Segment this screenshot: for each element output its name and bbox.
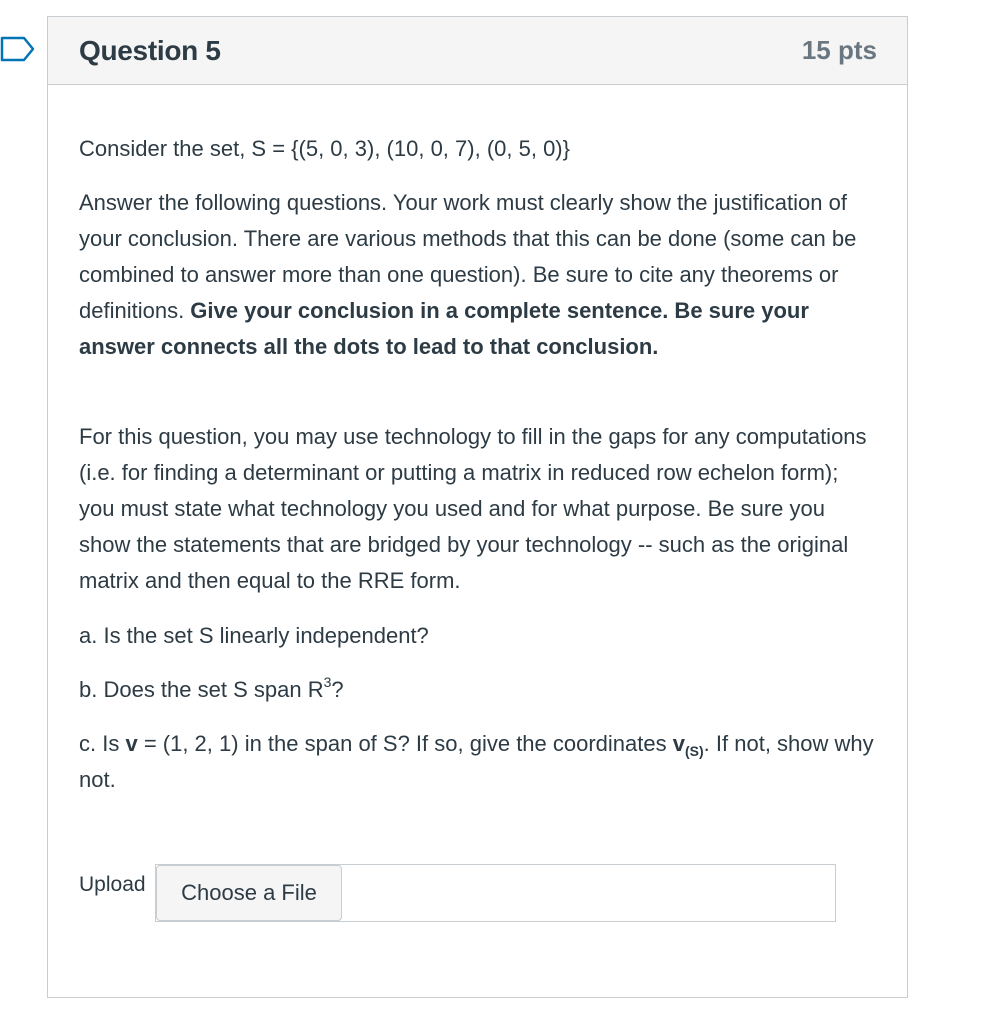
question-a: a. Is the set S linearly independent? bbox=[79, 623, 429, 648]
question-c-part2: = (1, 2, 1) in the span of S? If so, give the coordinates bbox=[137, 731, 673, 756]
question-title: Question 5 bbox=[79, 34, 221, 66]
question-b-end: ? bbox=[331, 677, 344, 702]
set-definition: Consider the set, S = {(5, 0, 3), (10, 0, 7), (0, 5, 0)} bbox=[79, 136, 570, 161]
instructions-bold: Give your conclusion in a complete sentence. Be sure your answer connects all the dots to lead to that conclusion. bbox=[79, 298, 809, 359]
flag-question-icon[interactable] bbox=[0, 36, 36, 62]
choose-file-button[interactable]: Choose a File bbox=[156, 865, 342, 921]
instructions-text: Answer the following questions. Your work must clearly show the justification of your conclusion. There are various methods that this can be done (some can be combined to answer more than one question). Be sure to cite any theorems or definitions. bbox=[79, 190, 857, 323]
file-upload-field[interactable] bbox=[155, 864, 836, 922]
question-c-part1: c. Is bbox=[79, 731, 126, 756]
vector-v: v bbox=[125, 731, 138, 756]
technology-paragraph: For this question, you may use technology to fill in the gaps for any computations (i.e. for finding a determinant or putting a matrix in reduced row echelon form); you must state what technology you used and for what purpose. Be sure you show the statements that are bridged by your technology -- such as the original matrix and then equal to the RRE form. bbox=[79, 424, 867, 593]
upload-label: Upload bbox=[79, 873, 146, 896]
question-points: 15 pts bbox=[801, 35, 877, 65]
question-b bbox=[79, 672, 879, 708]
question-c-part3: . If not, show why not. bbox=[79, 731, 874, 792]
coords-subscript: (S) bbox=[685, 743, 704, 759]
question-header bbox=[48, 17, 907, 85]
instructions-paragraph bbox=[79, 185, 879, 365]
vector-v-coords: v bbox=[672, 731, 685, 756]
question-b-superscript: 3 bbox=[323, 674, 332, 690]
question-c bbox=[79, 726, 879, 798]
question-card bbox=[47, 16, 908, 998]
question-b-text: b. Does the set S span R bbox=[79, 677, 324, 702]
